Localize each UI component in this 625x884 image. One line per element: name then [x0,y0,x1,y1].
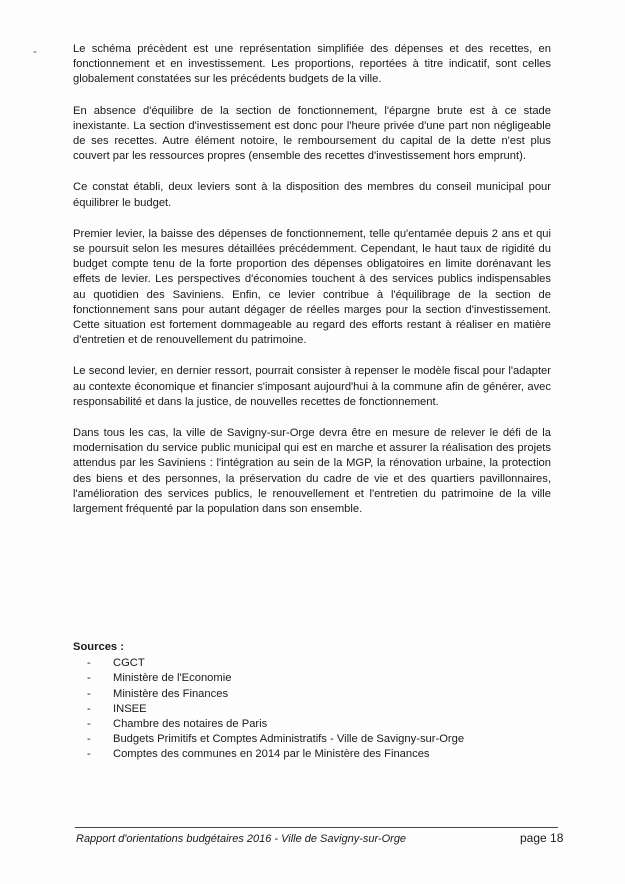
source-item [73,747,551,762]
paragraph-conclusion: Dans tous les cas, la ville de Savigny-sur-Orge devra être en mesure de relever le défi de la modernisation du service public municipal qui est en marche et assurer la réalisation des projets attendus par les Saviniens : l'intégration au sein de la MGP, la rénovation urbaine, la protection des biens et des personnes, la préservation du cadre de vie et des quartiers pavillonnaires, l'amélioration des services publics, le renouvellement et l'entretien du patrimoine de la ville largement fréquenté par la population dans son ensemble. [73,427,551,516]
source-label: Ministère de l'Economie [113,672,232,685]
paragraph-schema: Le schéma précèdent est une représentation simplifiée des dépenses et des recettes, en fonctionnement et en investissement. Les proportions, reportées à titre indicatif, sont celles globalement constatées sur les précédents budgets de la ville. [73,43,551,86]
sources-list [73,656,551,762]
source-label: Chambre des notaires de Paris [113,718,268,731]
source-item [73,671,551,686]
list-dash: - [87,718,91,731]
list-dash: - [87,733,91,746]
list-dash: - [87,748,91,761]
paragraph-equilibre: En absence d'équilibre de la section de fonctionnement, l'épargne brute est à ce stade inexistante. La section d'investissement est donc pour l'heure privée d'une part non négligeable de ses recettes. Autre élément notoire, le remboursement du capital de la dette n'est plus couvert par les ressources propres (ensemble des recettes d'investissement hors emprunt). [73,104,551,163]
footer-divider [75,827,558,828]
source-label: Ministère des Finances [113,687,229,700]
sources-section [73,640,551,763]
source-item [73,687,551,702]
source-item [73,717,551,732]
list-dash: - [87,657,91,670]
source-item [73,732,551,747]
body-text [73,42,551,533]
source-label: INSEE [113,702,147,715]
source-item [73,656,551,671]
paragraph-second-levier: Le second levier, en dernier ressort, pourrait consister à repenser le modèle fiscal pour l'adapter au contexte économique et financier s'imposant aujourd'hui à la commune afin de générer, avec responsabilité et dans la justice, de nouvelles recettes de fonctionnement. [73,365,551,408]
source-label: Budgets Primitifs et Comptes Administratifs - Ville de Savigny-sur-Orge [113,733,465,746]
list-dash: - [87,702,91,715]
source-label: CGCT [113,657,145,670]
list-dash: - [87,672,91,685]
source-item [73,702,551,717]
page-number: page 18 [520,831,564,845]
paragraph-constat: Ce constat établi, deux leviers sont à la disposition des membres du conseil municipal pour équilibrer le budget. [73,181,551,209]
list-dash: - [87,687,91,700]
footer-title: Rapport d'orientations budgétaires 2016 - Ville de Savigny-sur-Orge [76,833,407,845]
margin-dash: - [33,44,37,58]
sources-title: Sources : [73,641,124,653]
paragraph-premier-levier: Premier levier, la baisse des dépenses de fonctionnement, telle qu'entamée depuis 2 ans et qui se poursuit selon les mesures détaillées précédemment. Cependant, le haut taux de rigidité du budget compte tenu de la forte proportion des dépenses obligatoires en limite dorénavant les effets de levier. Les perspectives d'économies touchent à des services publics indispensables au quotidien des Saviniens. Enfin, ce levier contribue à l'équilibrage de la section de fonctionnement sans pour autant dégager de réelles marges pour la section d'investissement. Cette situation est fortement dommageable au regard des efforts restant à réaliser en matière d'entretien et de renouvellement du patrimoine. [73,227,551,347]
source-label: Comptes des communes en 2014 par le Ministère des Finances [113,748,430,761]
